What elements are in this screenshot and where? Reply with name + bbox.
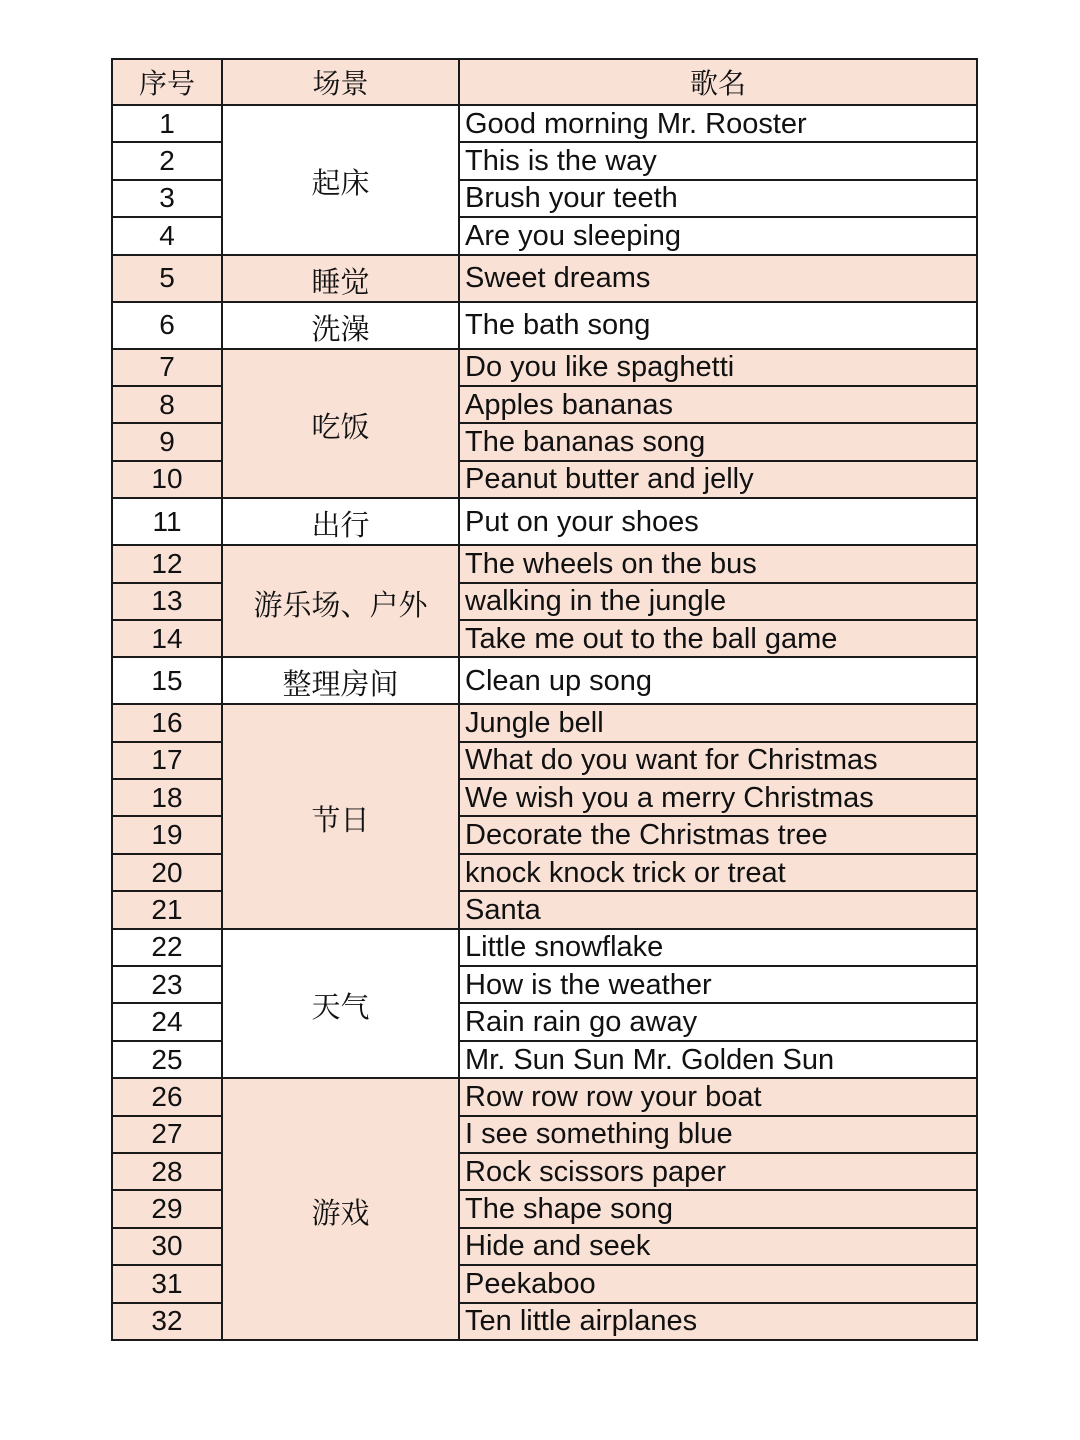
row-index-cell: 10 (112, 461, 222, 498)
song-title-cell: Sweet dreams (459, 255, 977, 302)
song-title-cell: We wish you a merry Christmas (459, 779, 977, 816)
song-title-cell: Rain rain go away (459, 1003, 977, 1040)
scene-cell: 整理房间 (222, 657, 459, 704)
scene-cell: 出行 (222, 498, 459, 545)
song-title-cell: knock knock trick or treat (459, 854, 977, 891)
row-index-cell: 32 (112, 1303, 222, 1340)
row-index-cell: 22 (112, 929, 222, 966)
row-index-cell: 9 (112, 423, 222, 460)
row-index-cell: 7 (112, 349, 222, 386)
table-body (112, 105, 977, 1340)
song-title-cell: What do you want for Christmas (459, 742, 977, 779)
table-row (112, 1078, 977, 1115)
row-index-cell: 8 (112, 386, 222, 423)
song-title-cell: Hide and seek (459, 1228, 977, 1265)
row-index-cell: 29 (112, 1190, 222, 1227)
table-row (112, 498, 977, 545)
song-title-cell: The bananas song (459, 423, 977, 460)
header-scene: 场景 (222, 59, 459, 105)
song-title-cell: Row row row your boat (459, 1078, 977, 1115)
song-title-cell: The wheels on the bus (459, 545, 977, 582)
song-title-cell: Clean up song (459, 657, 977, 704)
row-index-cell: 11 (112, 498, 222, 545)
row-index-cell: 2 (112, 142, 222, 179)
row-index-cell: 1 (112, 105, 222, 142)
row-index-cell: 24 (112, 1003, 222, 1040)
song-title-cell: Jungle bell (459, 704, 977, 741)
table-row (112, 255, 977, 302)
row-index-cell: 16 (112, 704, 222, 741)
song-title-cell: The shape song (459, 1190, 977, 1227)
song-title-cell: How is the weather (459, 966, 977, 1003)
table-row (112, 545, 977, 582)
header-song: 歌名 (459, 59, 977, 105)
table-row (112, 929, 977, 966)
scene-cell: 游戏 (222, 1078, 459, 1340)
table-row (112, 704, 977, 741)
table-header (112, 59, 977, 105)
row-index-cell: 28 (112, 1153, 222, 1190)
song-title-cell: This is the way (459, 142, 977, 179)
row-index-cell: 19 (112, 816, 222, 853)
scene-cell: 游乐场、户外 (222, 545, 459, 657)
scene-cell: 吃饭 (222, 349, 459, 499)
table-row (112, 349, 977, 386)
row-index-cell: 13 (112, 583, 222, 620)
row-index-cell: 31 (112, 1265, 222, 1302)
row-index-cell: 30 (112, 1228, 222, 1265)
song-title-cell: Brush your teeth (459, 180, 977, 217)
row-index-cell: 17 (112, 742, 222, 779)
song-title-cell: Rock scissors paper (459, 1153, 977, 1190)
table-row (112, 105, 977, 142)
row-index-cell: 15 (112, 657, 222, 704)
table-row (112, 657, 977, 704)
row-index-cell: 3 (112, 180, 222, 217)
song-title-cell: Put on your shoes (459, 498, 977, 545)
song-title-cell: Do you like spaghetti (459, 349, 977, 386)
song-title-cell: Good morning Mr. Rooster (459, 105, 977, 142)
header-index: 序号 (112, 59, 222, 105)
scene-cell: 洗澡 (222, 302, 459, 349)
song-title-cell: I see something blue (459, 1116, 977, 1153)
scene-cell: 节日 (222, 704, 459, 928)
row-index-cell: 18 (112, 779, 222, 816)
song-title-cell: walking in the jungle (459, 583, 977, 620)
scene-cell: 天气 (222, 929, 459, 1079)
row-index-cell: 25 (112, 1041, 222, 1078)
row-index-cell: 14 (112, 620, 222, 657)
row-index-cell: 21 (112, 891, 222, 928)
row-index-cell: 12 (112, 545, 222, 582)
scene-cell: 起床 (222, 105, 459, 255)
song-title-cell: Mr. Sun Sun Mr. Golden Sun (459, 1041, 977, 1078)
song-title-cell: Decorate the Christmas tree (459, 816, 977, 853)
song-title-cell: Apples bananas (459, 386, 977, 423)
header-row (112, 59, 977, 105)
row-index-cell: 4 (112, 217, 222, 254)
scene-cell: 睡觉 (222, 255, 459, 302)
row-index-cell: 23 (112, 966, 222, 1003)
song-table (111, 58, 978, 1341)
row-index-cell: 20 (112, 854, 222, 891)
song-title-cell: Are you sleeping (459, 217, 977, 254)
song-title-cell: Peekaboo (459, 1265, 977, 1302)
song-title-cell: Ten little airplanes (459, 1303, 977, 1340)
row-index-cell: 5 (112, 255, 222, 302)
song-title-cell: The bath song (459, 302, 977, 349)
song-title-cell: Little snowflake (459, 929, 977, 966)
song-title-cell: Take me out to the ball game (459, 620, 977, 657)
table-row (112, 302, 977, 349)
song-title-cell: Santa (459, 891, 977, 928)
row-index-cell: 26 (112, 1078, 222, 1115)
row-index-cell: 6 (112, 302, 222, 349)
row-index-cell: 27 (112, 1116, 222, 1153)
song-title-cell: Peanut butter and jelly (459, 461, 977, 498)
